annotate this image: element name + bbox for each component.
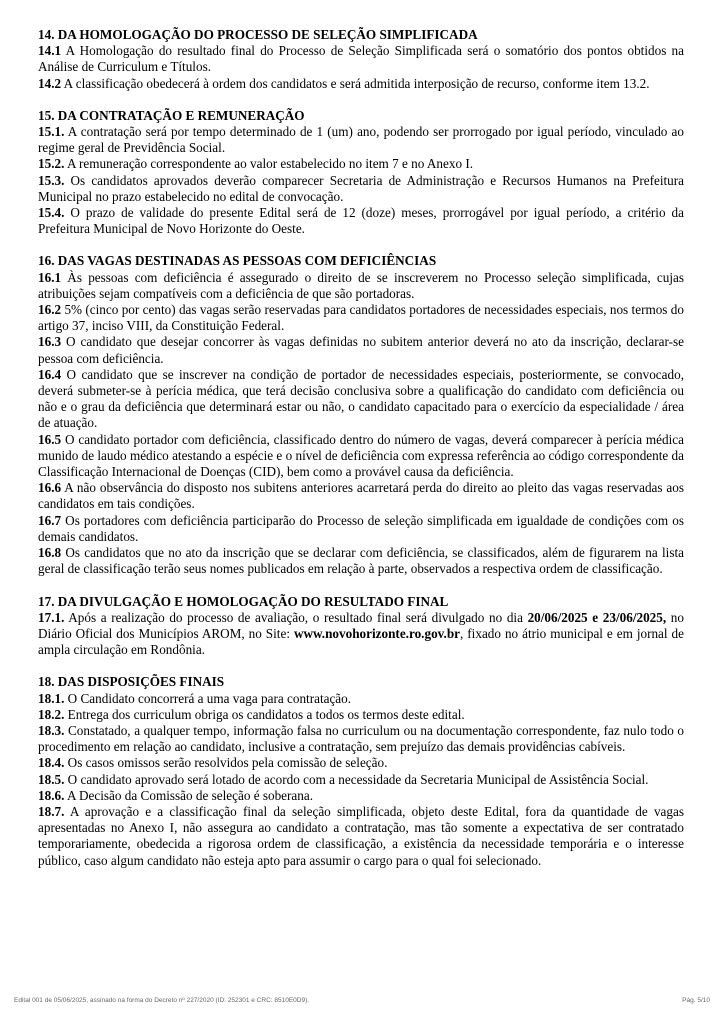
item-text: Os casos omissos serão resolvidos pela comissão de seleção. [64,755,388,771]
item-number: 15.4. [38,205,65,221]
paragraph-18-1 [38,691,684,707]
item-text: O candidato aprovado será lotado de acordo com a necessidade da Secretaria Municipal de Assistência Social. [64,771,649,787]
item-text: A aprovação e a classificação final da seleção simplificada, objeto deste Edital, fora da quantidade de vagas apresentadas no Anexo I, não assegura ao candidato a contratação, mas tão somente a expectativa de ser contratado temporariamente, obedecida a rigorosa ordem de classificação, a existência da necessidade temporária e o interesse público, caso algum candidato não esteja apto para assumir o cargo para o qual foi selecionado. [38,803,684,868]
paragraph-16-4 [38,367,684,432]
item-number: 15.3. [38,172,65,188]
item-number: 18.2. [38,706,65,722]
item-text: A classificação obedecerá à ordem dos candidatos e será admitida interposição de recurso, conforme item 13.2. [61,75,650,91]
paragraph-16-1 [38,270,684,302]
paragraph-17-1 [38,610,684,659]
item-text: Constatado, a qualquer tempo, informação falsa no curriculum ou na documentação correspondente, faz nulo todo o procedimento em relação ao candidato, inclusive a contratação, sem prejuízo das demais providências cabíveis. [38,722,684,755]
item-text: Os portadores com deficiência participarão do Processo de seleção simplificada em igualdade de condições com os demais candidatos. [38,512,684,544]
page-number: Pág. 5/10 [682,997,710,1004]
paragraph-18-2 [38,707,684,723]
paragraph-16-7 [38,513,684,545]
item-text: A remuneração correspondente ao valor estabelecido no item 7 e no Anexo I. [64,156,474,172]
paragraph-14-1 [38,43,684,75]
item-text: Entrega dos curriculum obriga os candidatos a todos os termos deste edital. [64,706,465,722]
section-15 [38,108,684,238]
section-heading: 16. DAS VAGAS DESTINADAS AS PESSOAS COM DEFICIÊNCIAS [38,253,437,269]
section-heading: 14. DA HOMOLOGAÇÃO DO PROCESSO DE SELEÇÃO SIMPLIFICADA [38,27,478,42]
item-number: 18.3. [38,722,65,738]
result-dates: 20/06/2025 e 23/06/2025, [527,609,667,625]
item-number: 17.1. [38,609,65,625]
paragraph-14-2 [38,76,684,92]
item-number: 16.5 [38,431,62,447]
section-18 [38,674,684,868]
paragraph-16-5 [38,432,684,481]
item-number: 18.4. [38,755,65,771]
item-text: 5% (cinco por cento) das vagas serão reservadas para candidatos portadores de necessidades especiais, nos termos do artigo 37, inciso VIII, da Constituição Federal. [38,302,684,334]
item-text: Os candidatos que no ato da inscrição que se declarar com deficiência, se classificados, além de figurarem na lista geral de classificação terão seus nomes publicados em relação à parte, observados a respectiva ordem de classificação. [38,545,684,577]
item-number: 16.7 [38,512,62,528]
paragraph-16-6 [38,480,684,512]
item-number: 14.1 [38,43,62,59]
item-text: A Homologação do resultado final do Processo de Seleção Simplificada será o somatório dos pontos obtidos na Análise de Curriculum e Títulos. [38,43,684,75]
item-number: 18.1. [38,690,65,706]
paragraph-16-8 [38,545,684,577]
item-text: A não observância do disposto nos subitens anteriores acarretará perda do direito ao pleito das vagas reservadas aos candidatos em tais condições. [38,480,684,512]
section-heading: 18. DAS DISPOSIÇÕES FINAIS [38,674,225,690]
item-text: O candidato portador com deficiência, classificado dentro do número de vagas, deverá comparecer à perícia médica munido de laudo médico atestando a espécie e o nível de deficiência com expressa referência ao código correspondente da Classificação Internacional de Doenças (CID), bem como a provável causa da deficiência. [38,431,684,480]
item-text-end: , fixado no átrio municipal e em jornal de ampla circulação em Rondônia. [38,625,684,658]
item-text: Os candidatos aprovados deverão comparecer Secretaria de Administração e Recursos Humanos na Prefeitura Municipal no prazo estabelecido no edital de convocação. [38,172,684,204]
paragraph-15-3 [38,173,684,205]
section-17 [38,594,684,659]
paragraph-18-3 [38,723,684,755]
item-number: 15.2. [38,156,65,172]
item-text: A Decisão da Comissão de seleção é soberana. [64,787,314,803]
section-16 [38,253,684,577]
item-text-continued: no Diário Oficial dos Municípios AROM, no Site: [38,609,684,641]
item-text: Às pessoas com deficiência é assegurado o direito de se inscreverem no Processo seleção simplificada, cujas atribuições sejam compatíveis com a deficiência de que são portadoras. [38,269,684,301]
item-number: 16.4 [38,366,62,382]
paragraph-15-1 [38,124,684,156]
paragraph-16-2 [38,302,684,334]
item-number: 16.6 [38,480,62,496]
paragraph-16-3 [38,334,684,366]
website-link[interactable]: www.novohorizonte.ro.gov.br [293,625,461,641]
paragraph-18-5 [38,772,684,788]
paragraph-18-7 [38,804,684,869]
item-number: 14.2 [38,75,62,91]
section-heading: 17. DA DIVULGAÇÃO E HOMOLOGAÇÃO DO RESULTADO FINAL [38,593,449,609]
document-page [38,27,684,885]
item-number: 15.1. [38,124,65,140]
item-number: 18.7. [38,803,65,819]
item-number: 18.5. [38,771,65,787]
item-text: O candidato que desejar concorrer às vagas definidas no subitem anterior deverá no ato da inscrição, declarar-se pessoa com deficiência. [38,334,684,366]
item-text: Após a realização do processo de avaliação, o resultado final será divulgado no dia [64,609,528,625]
paragraph-15-2 [38,156,684,172]
item-number: 16.3 [38,334,62,350]
item-number: 16.2 [38,302,62,318]
item-text: O prazo de validade do presente Edital será de 12 (doze) meses, prorrogável por igual período, a critério da Prefeitura Municipal de Novo Horizonte do Oeste. [38,205,684,237]
section-14 [38,27,684,92]
item-text: O candidato que se inscrever na condição de portador de necessidades especiais, posteriormente, se convocado, deverá submeter-se à perícia médica, que terá decisão conclusiva sobre a qualificação do candidato com deficiência ou não e o grau da deficiência que determinará estar ou não, o candidato capacitado para o exercício da especialidade / área de atuação. [38,366,684,431]
item-number: 16.8 [38,545,62,561]
paragraph-18-6 [38,788,684,804]
item-number: 18.6. [38,787,65,803]
item-number: 16.1 [38,269,62,285]
item-text: A contratação será por tempo determinado de 1 (um) ano, podendo ser prorrogado por igual período, vinculado ao regime geral de Previdência Social. [38,124,684,156]
section-heading: 15. DA CONTRATAÇÃO E REMUNERAÇÃO [38,107,305,123]
signature-note: Edital 001 de 05/06/2025, assinado na forma do Decreto nº 227/2020 (ID: 252301 e CRC: 8510E0D9). [14,997,310,1004]
item-text: O Candidato concorrerá a uma vaga para contratação. [64,690,352,706]
paragraph-15-4 [38,205,684,237]
paragraph-18-4 [38,755,684,771]
